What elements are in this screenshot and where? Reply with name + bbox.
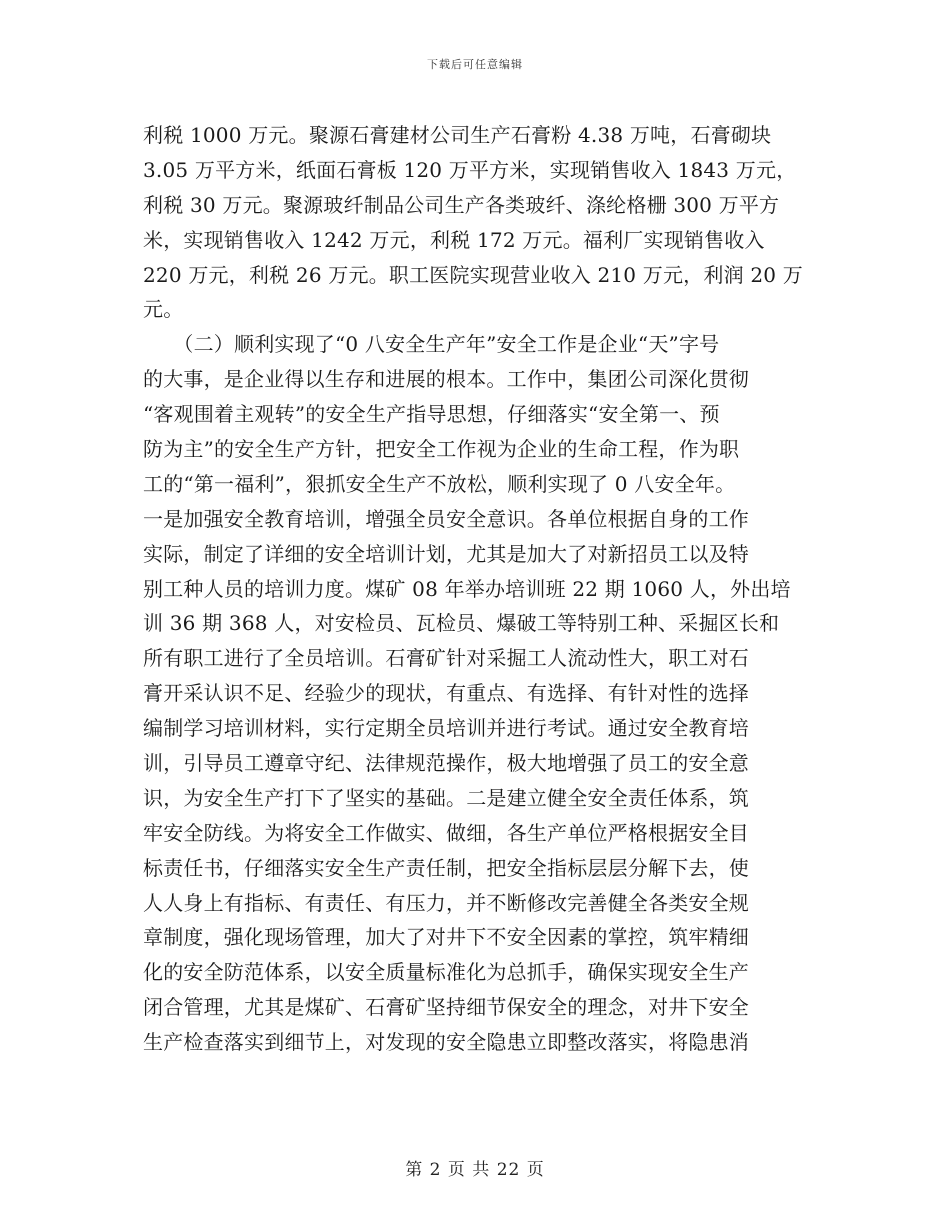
text-line: 3.05 万平方米，纸面石膏板 120 万平方米，实现销售收入 1843 万元， [143,157,797,182]
page-header: 下载后可任意编辑 [427,58,523,71]
text-line: 章制度，强化现场管理，加大了对井下不安全因素的掌控，筑牢精细 [143,925,749,950]
text-line: 220 万元，利税 26 万元。职工医院实现营业收入 210 万元，利润 20 万 [143,262,803,287]
text-line: 的大事，是企业得以生存和进展的根本。工作中，集团公司深化贯彻 [143,367,749,392]
text-line: “客观围着主观转”的安全生产指导思想，仔细落实“安全第一、预 [143,402,720,427]
text-line: 利税 30 万元。聚源玻纤制品公司生产各类玻纤、涤纶格栅 300 万平方 [143,192,780,217]
page-number-footer: 第 2 页 共 22 页 [405,1160,545,1180]
text-line: 一是加强安全教育培训，增强全员安全意识。各单位根据自身的工作 [143,506,749,531]
document-body [143,118,809,1060]
text-line: 识，为安全生产打下了坚实的基础。二是建立健全安全责任体系，筑 [143,785,749,810]
text-line: 所有职工进行了全员培训。石膏矿针对采掘工人流动性大，职工对石 [143,646,749,671]
text-line: 标责任书，仔细落实安全生产责任制，把安全指标层层分解下去，使 [143,855,749,880]
text-line: 闭合管理，尤其是煤矿、石膏矿坚持细节保安全的理念，对井下安全 [143,995,749,1020]
text-line: 米，实现销售收入 1242 万元，利税 172 万元。福利厂实现销售收入 [143,227,765,252]
text-line: 化的安全防范体系，以安全质量标准化为总抓手，确保实现安全生产 [143,960,749,985]
paragraph-start-line: （二）顺利实现了“0 八安全生产年”安全工作是企业“天”字号 [143,332,720,357]
text-line: 工的“第一福利”，狠抓安全生产不放松，顺利实现了 0 八安全年。 [143,471,736,496]
text-line: 元。 [143,297,184,322]
text-line: 实际，制定了详细的安全培训计划，尤其是加大了对新招员工以及特 [143,541,749,566]
text-line: 牢安全防线。为将安全工作做实、做细，各生产单位严格根据安全目 [143,820,749,845]
text-line: 编制学习培训材料，实行定期全员培训并进行考试。通过安全教育培 [143,716,749,741]
text-line: 膏开采认识不足、经验少的现状，有重点、有选择、有针对性的选择 [143,681,749,706]
text-line: 训，引导员工遵章守纪、法律规范操作，极大地增强了员工的安全意 [143,751,749,776]
text-line: 人人身上有指标、有责任、有压力，并不断修改完善健全各类安全规 [143,890,749,915]
text-line: 生产检查落实到细节上，对发现的安全隐患立即整改落实，将隐患消 [143,1030,749,1055]
text-line: 防为主”的安全生产方针，把安全工作视为企业的生命工程，作为职 [143,437,740,462]
text-line: 别工种人员的培训力度。煤矿 08 年举办培训班 22 期 1060 人，外出培 [143,576,791,601]
text-line: 利税 1000 万元。聚源石膏建材公司生产石膏粉 4.38 万吨，石膏砌块 [143,123,772,147]
text-line: 训 36 期 368 人，对安检员、瓦检员、爆破工等特别工种、采掘区长和 [143,611,780,636]
